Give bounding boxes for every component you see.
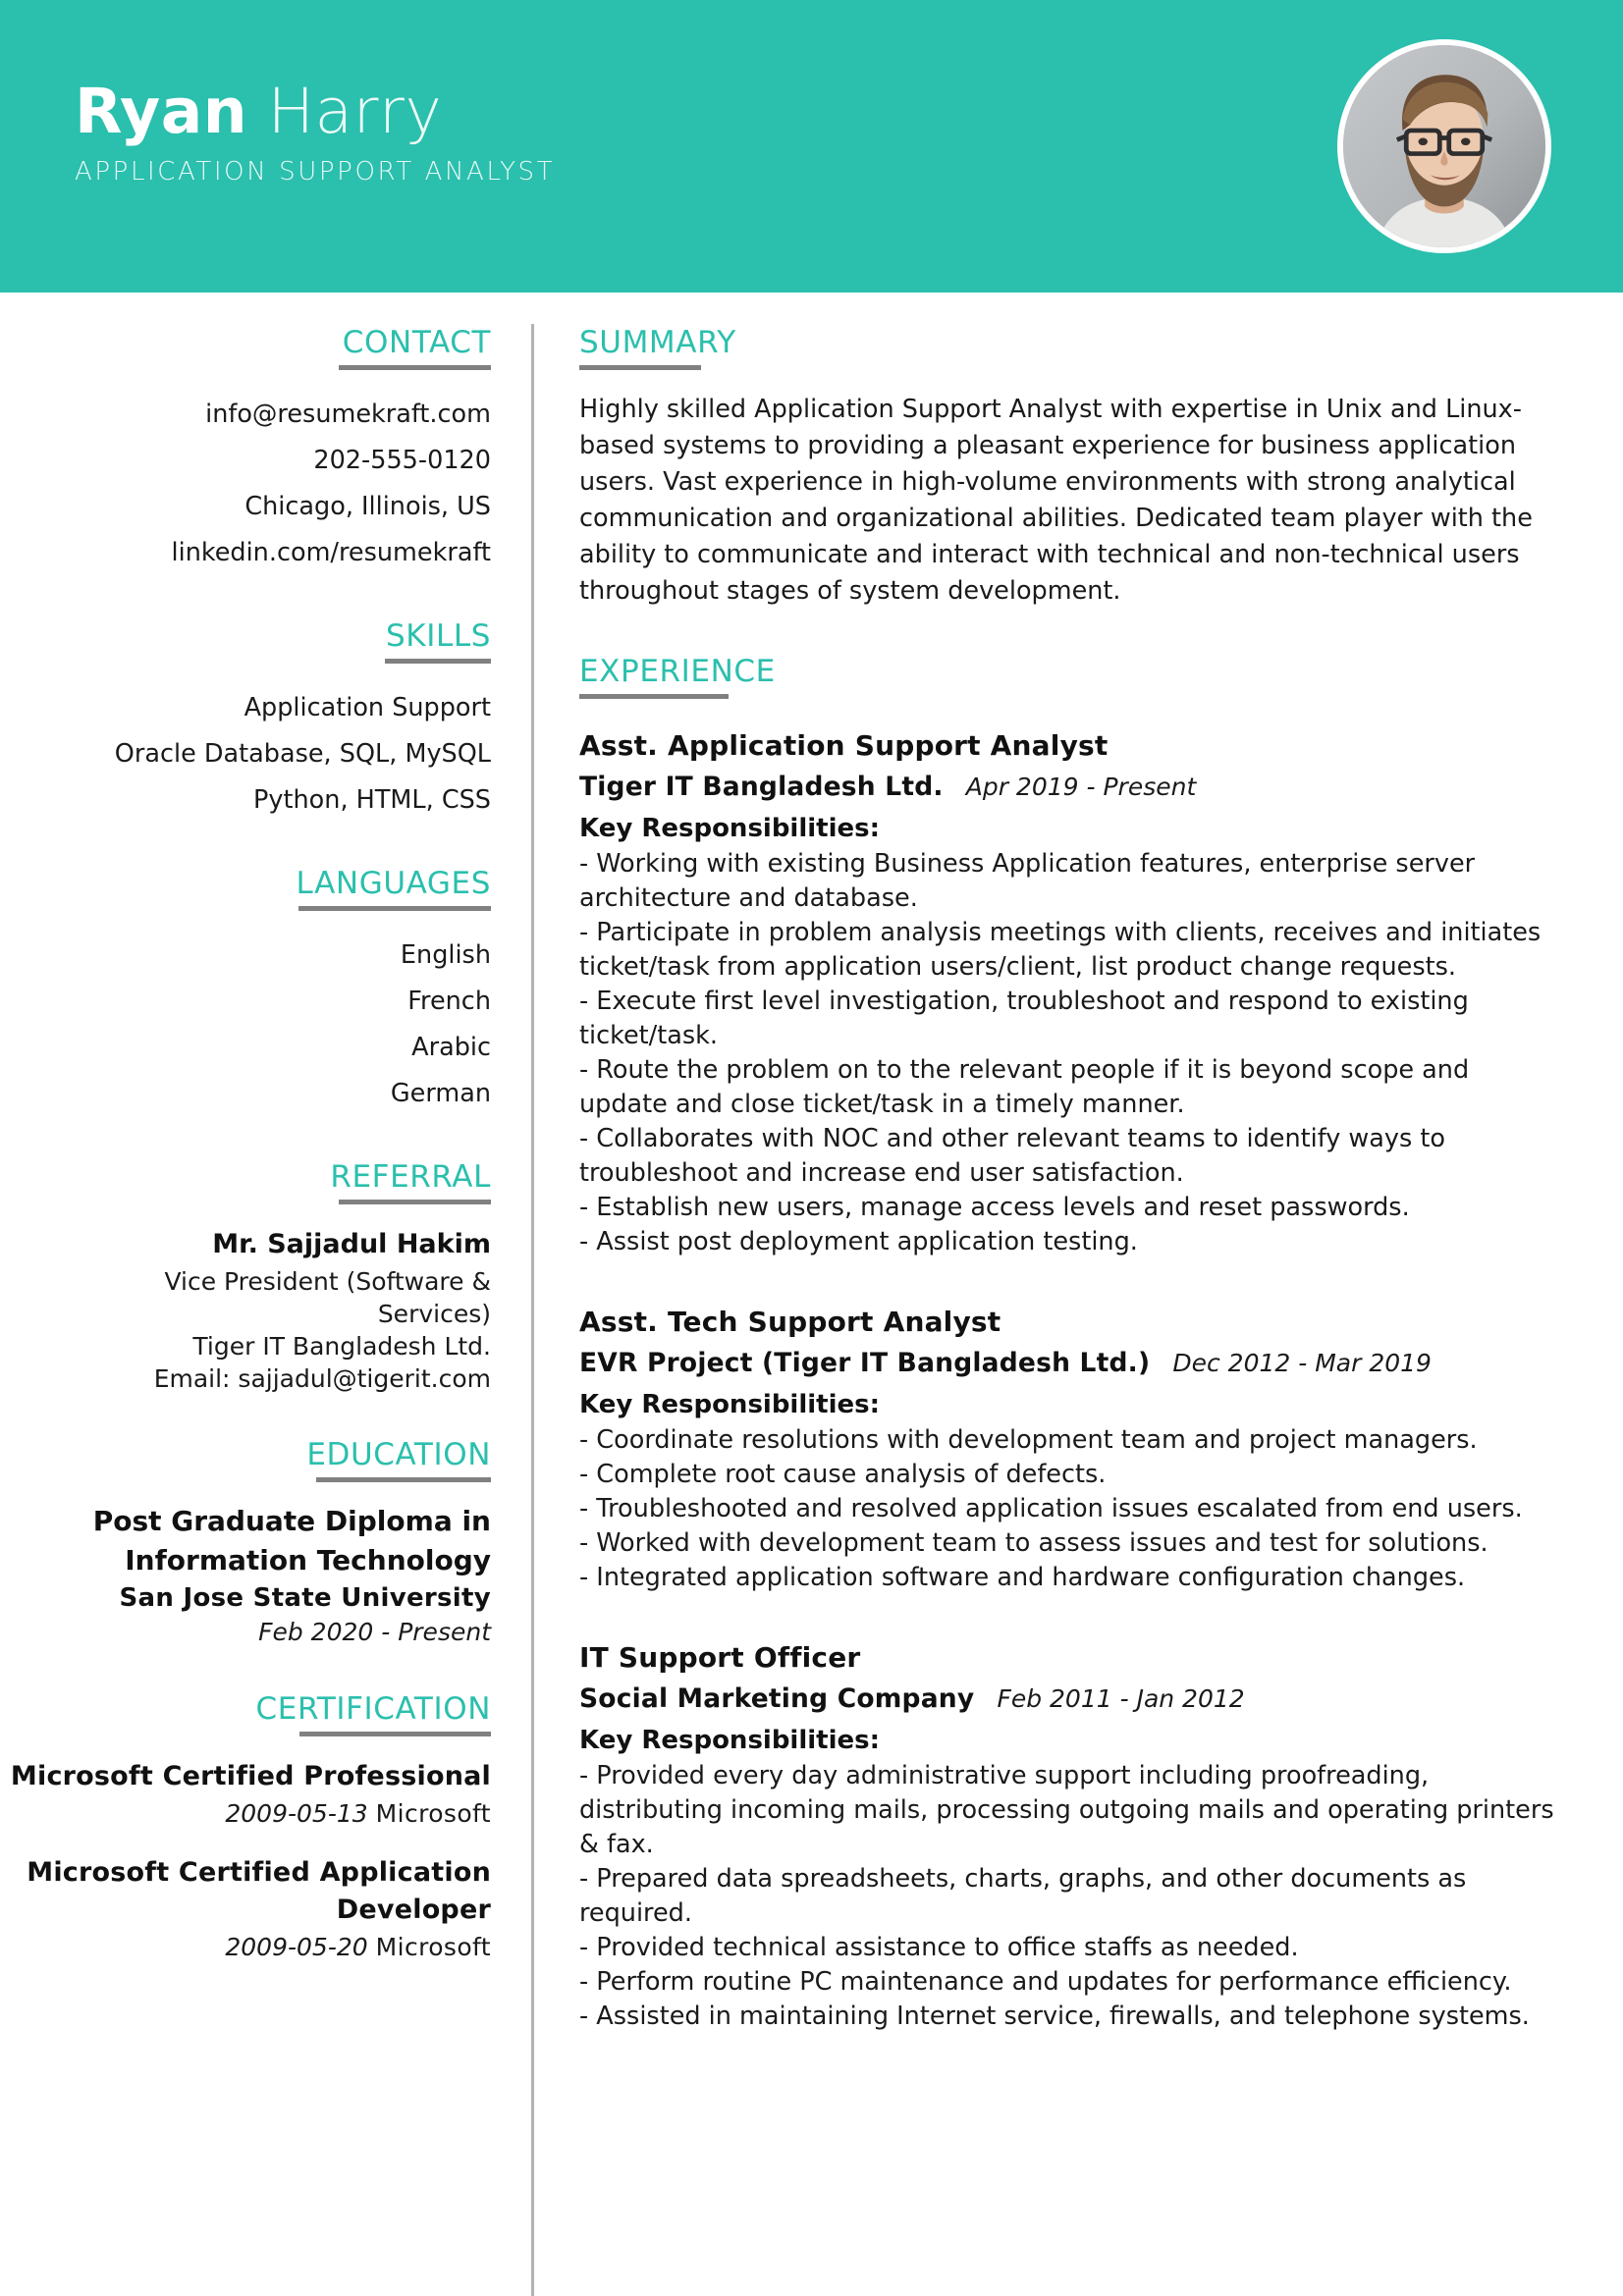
- certification-name: Microsoft Certified Professional: [10, 1761, 491, 1791]
- certification-issuer: Microsoft: [375, 1799, 491, 1828]
- certification-meta: [0, 1795, 491, 1833]
- bullet-item: - Complete root cause analysis of defects.: [579, 1460, 1107, 1489]
- bullet-item: - Assist post deployment application testing.: [579, 1227, 1138, 1256]
- job-title: APPLICATION SUPPORT ANALYST: [75, 157, 556, 187]
- experience-role: Asst. Application Support Analyst: [579, 729, 1109, 762]
- referral-email[interactable]: Email: sajjadul@tigerit.com: [153, 1364, 491, 1393]
- referral-detail: Services): [377, 1300, 491, 1328]
- skills-list: [0, 685, 491, 824]
- certification-meta: [0, 1929, 491, 1966]
- key-responsibilities-label: Key Responsibilities:: [579, 1390, 881, 1419]
- list-item: Python, HTML, CSS: [253, 785, 491, 815]
- section-rule: [385, 659, 491, 664]
- section-heading-referral: REFERRAL: [330, 1159, 491, 1195]
- section-experience: [579, 655, 1566, 2034]
- section-rule: [579, 694, 729, 699]
- section-education: [0, 1438, 491, 1649]
- section-referral: [0, 1160, 491, 1395]
- education-item: [0, 1502, 491, 1649]
- section-heading-languages: LANGUAGES: [296, 866, 491, 901]
- referral-block: [0, 1224, 491, 1395]
- first-name: Ryan: [75, 76, 248, 147]
- section-rule: [579, 365, 701, 370]
- list-item: English: [400, 940, 491, 970]
- experience-bullets: [579, 847, 1561, 1259]
- section-heading-summary: SUMMARY: [579, 325, 736, 360]
- bullet-item: - Perform routine PC maintenance and updates for performance efficiency.: [579, 1967, 1512, 1997]
- list-item: French: [407, 987, 491, 1016]
- section-heading-skills: SKILLS: [386, 618, 491, 654]
- full-name: [75, 77, 555, 147]
- key-responsibilities-label: Key Responsibilities:: [579, 814, 881, 843]
- section-rule: [298, 906, 491, 911]
- bullet-item: - Integrated application software and hardware configuration changes.: [579, 1563, 1466, 1592]
- section-rule: [339, 365, 491, 370]
- referral-detail: Tiger IT Bangladesh Ltd.: [192, 1332, 491, 1361]
- education-school: San Jose State University: [119, 1583, 491, 1613]
- section-skills: [0, 619, 491, 824]
- referral-detail: Vice President (Software &: [164, 1267, 491, 1296]
- contact-location: Chicago, Illinois, US: [244, 492, 491, 521]
- experience-dates: Feb 2011 - Jan 2012: [997, 1684, 1245, 1713]
- list-item: Arabic: [411, 1033, 491, 1062]
- contact-linkedin[interactable]: linkedin.com/resumekraft: [171, 538, 491, 567]
- certification-item: [0, 1854, 491, 1966]
- experience-meta: [579, 1344, 1566, 1386]
- bullet-item: - Route the problem on to the relevant people if it is beyond scope and update and close ticket/task in a timely manner.: [579, 1055, 1470, 1119]
- certification-issuer: Microsoft: [375, 1933, 491, 1961]
- avatar: [1337, 39, 1551, 253]
- portrait-photo-icon: [1343, 45, 1545, 247]
- certification-name: Microsoft Certified Application Developer: [27, 1857, 491, 1925]
- experience-company: EVR Project (Tiger IT Bangladesh Ltd.): [579, 1348, 1151, 1378]
- sidebar-column: [0, 326, 491, 1966]
- experience-role: IT Support Officer: [579, 1641, 861, 1674]
- experience-dates: Dec 2012 - Mar 2019: [1172, 1349, 1432, 1377]
- list-item: German: [390, 1079, 491, 1108]
- experience-bullets: [579, 1759, 1561, 2034]
- bullet-item: - Execute first level investigation, troubleshoot and respond to existing ticket/task.: [579, 987, 1469, 1050]
- bullet-item: - Establish new users, manage access levels and reset passwords.: [579, 1193, 1410, 1222]
- experience-company: Social Marketing Company: [579, 1683, 975, 1714]
- bullet-item: - Provided every day administrative support including proofreading, distributing incoming mails, processing outgoing mails and operating printers & fax.: [579, 1761, 1554, 1859]
- last-name: Harry: [267, 76, 443, 147]
- section-summary: [579, 326, 1566, 610]
- bullet-item: - Coordinate resolutions with development team and project managers.: [579, 1425, 1478, 1455]
- bullet-item: - Worked with development team to assess issues and test for solutions.: [579, 1528, 1488, 1558]
- section-rule: [299, 1732, 491, 1736]
- experience-bullets: [579, 1423, 1561, 1595]
- experience-item: [579, 724, 1566, 1259]
- certification-date: 2009-05-13: [225, 1799, 368, 1828]
- education-degree: Post Graduate Diploma in Information Technology: [92, 1505, 491, 1576]
- column-divider: [531, 324, 534, 2296]
- section-certification: [0, 1692, 491, 1966]
- referral-name: Mr. Sajjadul Hakim: [212, 1229, 491, 1259]
- bullet-item: - Working with existing Business Application features, enterprise server architecture and database.: [579, 849, 1476, 913]
- experience-item: [579, 1301, 1566, 1595]
- bullet-item: - Collaborates with NOC and other relevant teams to identify ways to troubleshoot and increase end user satisfaction.: [579, 1124, 1445, 1188]
- bullet-item: - Troubleshooted and resolved application issues escalated from end users.: [579, 1494, 1523, 1523]
- education-dates: Feb 2020 - Present: [258, 1618, 491, 1646]
- resume-body: [0, 293, 1623, 2031]
- section-heading-experience: EXPERIENCE: [579, 654, 776, 689]
- experience-dates: Apr 2019 - Present: [965, 773, 1197, 801]
- section-languages: [0, 867, 491, 1117]
- experience-meta: [579, 768, 1566, 810]
- contact-email[interactable]: info@resumekraft.com: [205, 400, 491, 429]
- certification-item: [0, 1758, 491, 1833]
- bullet-item: - Provided technical assistance to office staffs as needed.: [579, 1933, 1299, 1962]
- section-heading-certification: CERTIFICATION: [255, 1691, 491, 1727]
- list-item: Oracle Database, SQL, MySQL: [114, 739, 491, 769]
- list-item: Application Support: [243, 693, 491, 722]
- section-rule: [339, 1200, 491, 1204]
- key-responsibilities-label: Key Responsibilities:: [579, 1726, 881, 1755]
- experience-company: Tiger IT Bangladesh Ltd.: [579, 772, 944, 802]
- languages-list: [0, 933, 491, 1117]
- experience-item: [579, 1636, 1566, 2034]
- header-text-group: [75, 77, 555, 187]
- section-rule: [316, 1477, 491, 1482]
- main-column: [579, 326, 1566, 2034]
- section-heading-education: EDUCATION: [306, 1437, 491, 1472]
- contact-phone[interactable]: 202-555-0120: [313, 446, 491, 475]
- contact-list: [0, 392, 491, 576]
- resume-header: [0, 0, 1623, 293]
- section-heading-contact: CONTACT: [342, 325, 491, 360]
- experience-meta: [579, 1680, 1566, 1722]
- summary-text: Highly skilled Application Support Analyst with expertise in Unix and Linux-based systems to providing a pleasant experience for business application users. Vast experience in high-volume environments with strong analytical communication and organizational abilities. Dedicated team player with the ability to communicate and interact with technical and non-technical users throughout stages of system development.: [579, 395, 1533, 606]
- bullet-item: - Assisted in maintaining Internet service, firewalls, and telephone systems.: [579, 2002, 1530, 2031]
- bullet-item: - Prepared data spreadsheets, charts, graphs, and other documents as required.: [579, 1864, 1467, 1928]
- bullet-item: - Participate in problem analysis meetings with clients, receives and initiates ticket/task from application users/client, list product change requests.: [579, 918, 1542, 982]
- experience-role: Asst. Tech Support Analyst: [579, 1306, 1001, 1338]
- certification-date: 2009-05-20: [225, 1933, 368, 1961]
- section-contact: [0, 326, 491, 576]
